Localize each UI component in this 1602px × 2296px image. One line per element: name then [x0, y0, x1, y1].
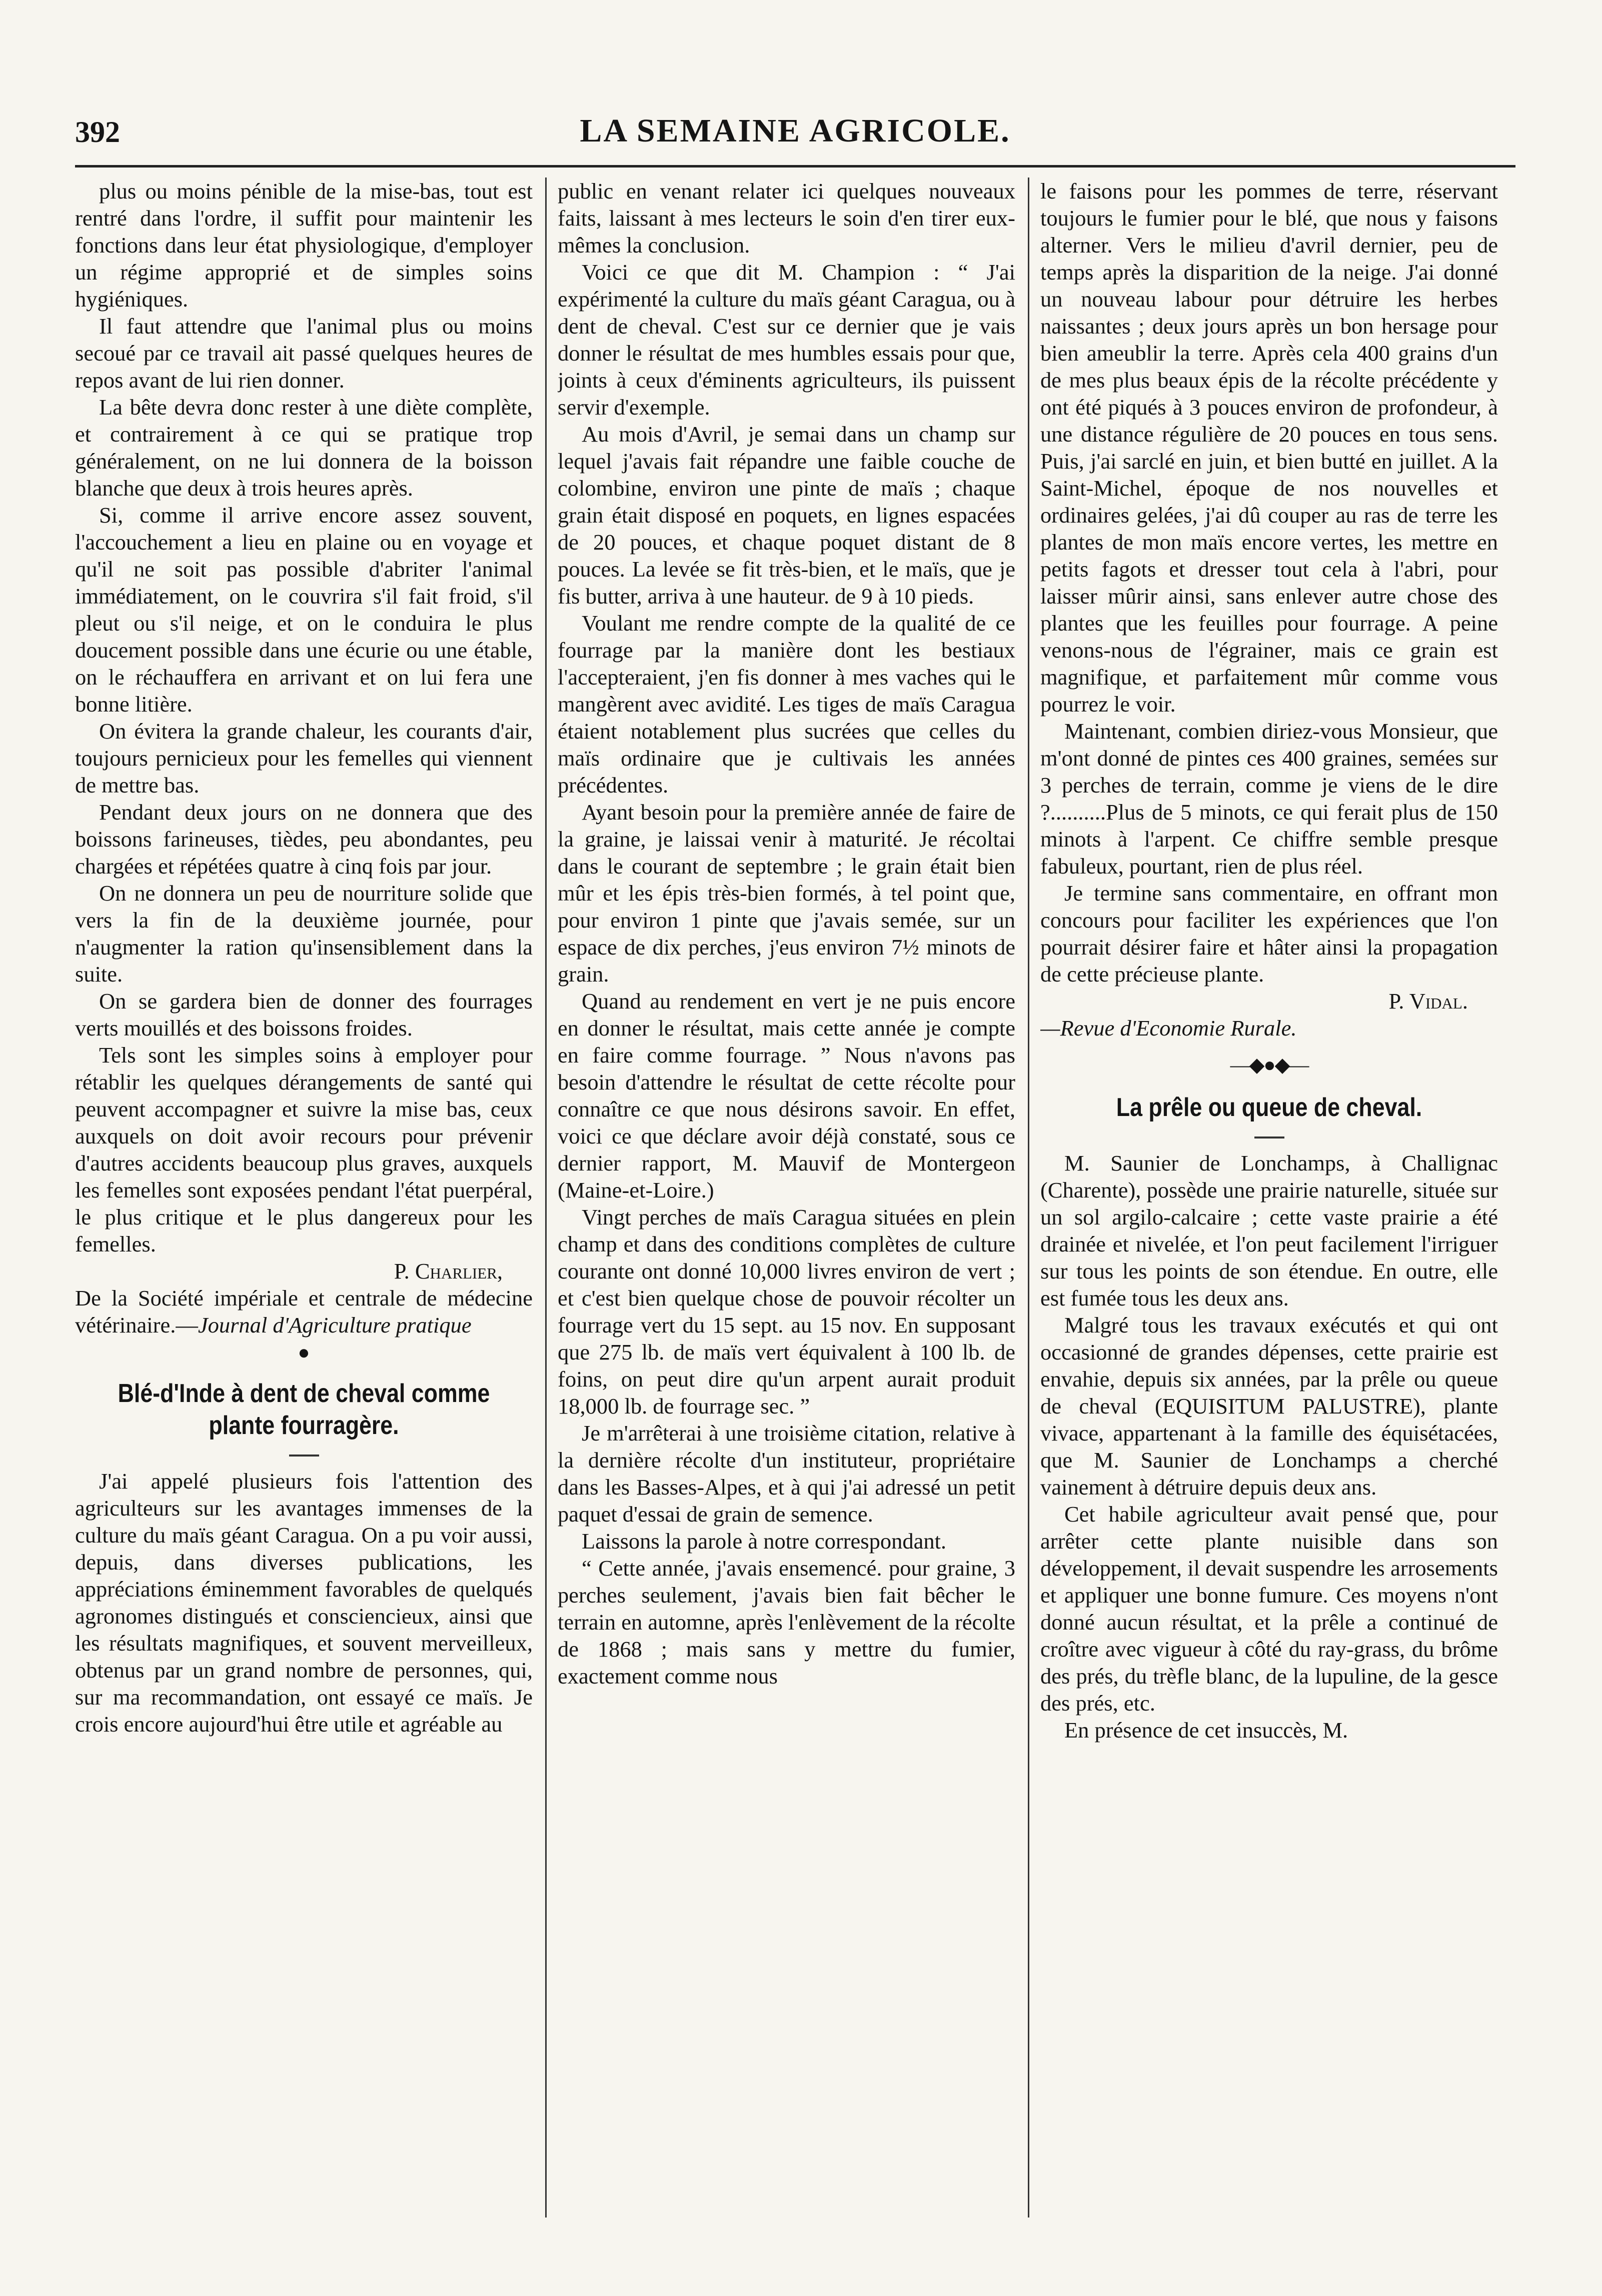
paragraph: Quand au rendement en vert je ne puis encore en donner le résultat, mais cette année je compte en faire comme fourrage. ” Nous n'avons pas besoin d'attendre le résultat de cette récolte pour connaître ce que nous désirons savoir. En effet, voici ce que déclare avoir déjà constaté, sous ce dernier rapport, M. Mauvif de Montergeon (Maine-et-Loire.)	[558, 988, 1015, 1202]
journal-title: LA SEMAINE AGRICOLE.	[580, 112, 1011, 149]
paragraph: La bête devra donc rester à une diète complète, et contrairement à ce qui se pratique trop généralement, on ne lui donnera de la boisson blanche que deux à trois heures après.	[75, 394, 533, 500]
paragraph: Si, comme il arrive encore assez souvent, l'accouchement a lieu en plaine ou en voyage et qu'il ne soit pas possible d'abriter l'animal immédiatement, on le couvrira s'il fait froid, s'il pleut ou s'il neige, et on le conduira le plus doucement possible dans une écurie ou une étable, on le réchauffera en arrivant et on lui fera une bonne litière.	[75, 502, 533, 716]
column-2	[558, 178, 1015, 2218]
source-journal: —Revue d'Economie Rurale.	[1040, 1016, 1297, 1040]
bullet-separator: ●	[298, 1341, 310, 1364]
author-signature: P. Vidal.	[1388, 988, 1468, 1014]
short-divider	[1254, 1136, 1284, 1138]
newspaper-page	[75, 105, 1515, 2230]
column-rule	[545, 178, 547, 2218]
paragraph: Ayant besoin pour la première année de faire de la graine, je laissai venir à maturité. Je récoltai dans le courant de septembre ; le grain était bien mûr et les épis très-bien formés, à tel point que, pour environ 1 pinte que j'avais semée, sur un espace de dix perches, j'eus environ 7½ minots de grain.	[558, 800, 1015, 986]
short-divider	[289, 1454, 319, 1456]
paragraph: Voici ce que dit M. Champion : “ J'ai expérimenté la culture du maïs géant Caragua, ou à dent de cheval. C'est sur ce dernier que je vais donner le résultat de mes humbles essais pour que, joints à ceux d'éminents agriculteurs, ils puissent servir d'exemple.	[558, 260, 1015, 420]
column-rule	[1028, 178, 1029, 2218]
author-signature: P. Charlier,	[394, 1258, 503, 1284]
paragraph: On ne donnera un peu de nourriture solide que vers la fin de la deuxième journée, pour n'augmenter la ration qu'insensiblement dans la suite.	[75, 880, 533, 986]
paragraph: Malgré tous les travaux exécutés et qui ont occasionné de grandes dépenses, cette prairie est envahie, depuis six années, par la prêle ou queue de cheval (EQUISITUM PALUSTRE), plante vivace, appartenant à la famille des équisétacées, que M. Saunier de Lonchamps a cherché vainement à détruire depuis deux ans.	[1040, 1312, 1498, 1500]
section-title: La prêle ou queue de cheval.	[1116, 1093, 1422, 1122]
paragraph: “ Cette année, j'avais ensemencé. pour graine, 3 perches seulement, j'avais bien fait bêcher le terrain en automne, après l'enlèvement de la récolte de 1868 ; mais sans y mettre du fumier, exactement comme nous	[558, 1556, 1015, 1688]
paragraph: public en venant relater ici quelques nouveaux faits, laissant à mes lecteurs le soin d'en tirer eux-mêmes la conclusion.	[558, 178, 1015, 258]
paragraph: M. Saunier de Lonchamps, à Challignac (Charente), possède une prairie naturelle, située sur un sol argilo-calcaire ; cette vaste prairie a été drainée et nivelée, et l'on peut facilement l'irriguer sur tous les points de son étendue. En outre, elle est fumée tous les deux ans.	[1040, 1150, 1498, 1310]
source-credit	[75, 1284, 533, 1338]
paragraph: Maintenant, combien diriez-vous Monsieur, que m'ont donné de pintes ces 400 graines, semées sur 3 perches de terrain, comme je viens de le dire ?..........Plus de 5 minots, ce qui ferait plus de 150 minots à l'arpent. Ce chiffre semble presque fabuleux, pourtant, rien de plus réel.	[1040, 718, 1498, 878]
source-journal: Journal d'Agriculture pratique	[198, 1312, 472, 1338]
section-title: Blé-d'Inde à dent de cheval comme plante fourragère.	[118, 1379, 490, 1440]
paragraph: Vingt perches de maïs Caragua situées en plein champ et dans des conditions complètes de culture courante ont donné 10,000 livres environ de vert ; et c'est bien quelque chose de pouvoir récolter un fourrage vert du 15 sept. au 15 nov. En supposant que 275 lb. de maïs vert équivalent à 100 lb. de foins, on peut dire qu'un arpent aurait produit 18,000 lb. de fourrage sec. ”	[558, 1204, 1015, 1418]
paragraph: On se gardera bien de donner des fourrages verts mouillés et des boissons froides.	[75, 988, 533, 1040]
paragraph: J'ai appelé plusieurs fois l'attention des agriculteurs sur les avantages immenses de la culture du maïs géant Caragua. On a pu voir aussi, depuis, dans diverses publications, les appréciations éminemment favorables de quelqués agronomes distingués et consciencieux, ainsi que les résultats magnifiques, et souvent merveilleux, obtenus par un grand nombre de personnes, qui, sur ma recommandation, ont essayé ce maïs. Je crois encore aujourd'hui être utile et agréable au	[75, 1468, 533, 1736]
paragraph: Voulant me rendre compte de la qualité de ce fourrage par la manière dont les bestiaux l'accepteraient, j'en fis donner à mes vaches qui le mangèrent avec avidité. Les tiges de maïs Caragua étaient notablement plus sucrées que celles du maïs ordinaire que je cultivais les années précédentes.	[558, 610, 1015, 798]
paragraph: Je m'arrêterai à une troisième citation, relative à la dernière récolte d'un instituteur, propriétaire dans les Basses-Alpes, et à qui j'ai adressé un petit paquet d'essai de grain de semence.	[558, 1420, 1015, 1526]
paragraph: le faisons pour les pommes de terre, réservant toujours le fumier pour le blé, que nous y faisons alterner. Vers le milieu d'avril dernier, peu de temps après la disparition de la neige. J'ai donné un nouveau labour pour détruire les herbes naissantes ; deux jours après un bon hersage pour bien ameublir la terre. Après cela 400 grains d'un de mes plus beaux épis de la récolte précédente y ont été piqués à 3 pouces environ de profondeur, à une distance régulière de 20 pouces en tous sens. Puis, j'ai sarclé en juin, et bien butté en juillet. A la Saint-Michel, époque de nos nouvelles et ordinaires gelées, j'ai dû couper au ras de terre les plantes de mon maïs encore vertes, les mettre en petits fagots et dresser tout cela à l'abri, pour laisser mûrir ainsi, sans enlever autre chose des plantes que les feuilles pour fourrage. A peine venons-nous de l'égrainer, mais ce grain est magnifique, et parfaitement mûr comme vous pourrez le voir.	[1040, 178, 1498, 716]
page-number: 392	[75, 116, 120, 148]
article-columns	[75, 178, 1515, 2218]
paragraph: Tels sont les simples soins à employer pour rétablir les quelques dérangements de santé qui peuvent accompagner et suivre la mise bas, ceux auxquels on doit avoir recours pour prévenir d'autres accidents beaucoup plus graves, auxquels les femelles sont exposées pendant l'état puerpéral, le plus critique et le plus dangereux pour les femelles.	[75, 1042, 533, 1256]
page-header	[75, 105, 1515, 168]
column-3	[1040, 178, 1498, 2218]
paragraph: Je termine sans commentaire, en offrant mon concours pour faciliter les expériences que l'on pourrait désirer faire et hâter ainsi la propagation de cette précieuse plante.	[1040, 880, 1498, 986]
source-credit	[1040, 1014, 1498, 1042]
paragraph: On évitera la grande chaleur, les courants d'air, toujours pernicieux pour les femelles qui viennent de mettre bas.	[75, 718, 533, 798]
column-1	[75, 178, 533, 2218]
paragraph: Il faut attendre que l'animal plus ou moins secoué par ce travail ait passé quelques heures de repos avant de lui rien donner.	[75, 314, 533, 392]
paragraph: plus ou moins pénible de la mise-bas, tout est rentré dans l'ordre, il suffit pour maintenir les fonctions dans leur état physiologique, d'employer un régime approprié et de simples soins hygiéniques.	[75, 178, 533, 312]
source-text: De la Société impériale et centrale de médecine vétérinaire.—	[75, 1286, 533, 1338]
paragraph: Pendant deux jours on ne donnera que des boissons farineuses, tièdes, peu abondantes, peu chargées et répétées quatre à cinq fois par jour.	[75, 800, 533, 878]
paragraph: Au mois d'Avril, je semai dans un champ sur lequel j'avais fait répandre une faible couche de colombine, environ une pinte de maïs ; chaque grain était disposé en poquets, en lignes espacées de 20 pouces, et chaque poquet distant de 8 pouces. La levée se fit très-bien, et le maïs, que je fis butter, arriva à une hauteur. de 9 à 10 pieds.	[558, 422, 1015, 608]
ornament-divider: —◆●◆—	[1230, 1054, 1308, 1076]
paragraph: En présence de cet insuccès, M.	[1064, 1718, 1348, 1742]
paragraph: Cet habile agriculteur avait pensé que, pour arrêter cette plante nuisible dans son développement, il devait suspendre les arrosements et appliquer une bonne fumure. Ces moyens n'ont donné aucun résultat, et la prêle a continué de croître avec vigueur à côté du ray-grass, du brôme des prés, du trèfle blanc, de la lupuline, de la gesce des prés, etc.	[1040, 1502, 1498, 1716]
paragraph: Laissons la parole à notre correspondant.	[582, 1528, 947, 1554]
